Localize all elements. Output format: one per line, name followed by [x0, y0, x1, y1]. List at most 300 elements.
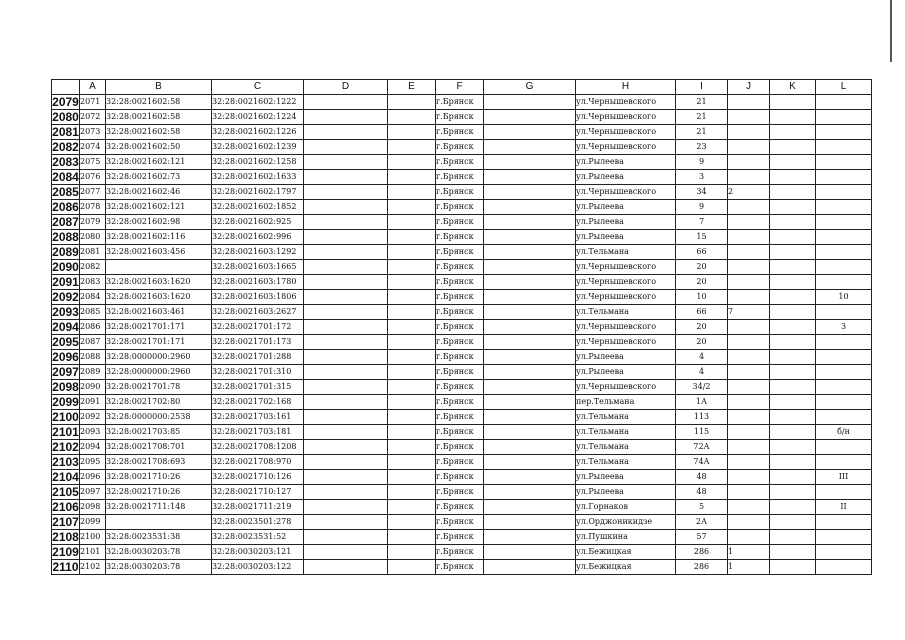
cell-e[interactable] — [388, 560, 436, 575]
row-number[interactable]: 2088 — [52, 230, 79, 244]
cell-f[interactable]: г.Брянск — [436, 290, 484, 305]
cell-f[interactable]: г.Брянск — [436, 245, 484, 260]
cell-a[interactable]: 2075 — [80, 155, 106, 170]
cell-l[interactable] — [816, 515, 872, 530]
cell-h[interactable]: ул.Чернышевского — [576, 380, 676, 395]
cell-h[interactable]: ул.Горнаков — [576, 500, 676, 515]
cell-g[interactable] — [484, 290, 576, 305]
cell-i[interactable]: 23 — [676, 140, 728, 155]
cell-j[interactable] — [728, 260, 770, 275]
cell-h[interactable]: ул.Рылеева — [576, 365, 676, 380]
row-number[interactable]: 2095 — [52, 335, 79, 349]
cell-i[interactable]: 72А — [676, 440, 728, 455]
cell-c[interactable]: 32:28:0021602:925 — [212, 215, 304, 230]
cell-i[interactable]: 7 — [676, 215, 728, 230]
cell-i[interactable]: 20 — [676, 320, 728, 335]
cell-b[interactable]: 32:28:0021602:73 — [106, 170, 212, 185]
cell-h[interactable]: ул.Рылеева — [576, 485, 676, 500]
cell-h[interactable]: ул.Рылеева — [576, 155, 676, 170]
cell-e[interactable] — [388, 140, 436, 155]
cell-k[interactable] — [770, 545, 816, 560]
cell-i[interactable]: 3 — [676, 170, 728, 185]
cell-i[interactable]: 4 — [676, 365, 728, 380]
cell-c[interactable]: 32:28:0023531:52 — [212, 530, 304, 545]
cell-h[interactable]: ул.Рылеева — [576, 200, 676, 215]
cell-a[interactable]: 2093 — [80, 425, 106, 440]
row-number[interactable]: 2086 — [52, 200, 79, 214]
cell-j[interactable]: 1 — [728, 545, 770, 560]
cell-g[interactable] — [484, 215, 576, 230]
cell-j[interactable]: 2 — [728, 185, 770, 200]
cell-b[interactable]: 32:28:0021701:78 — [106, 380, 212, 395]
cell-e[interactable] — [388, 455, 436, 470]
cell-c[interactable]: 32:28:0021703:161 — [212, 410, 304, 425]
cell-c[interactable]: 32:28:0021602:1797 — [212, 185, 304, 200]
cell-k[interactable] — [770, 515, 816, 530]
cell-a[interactable]: 2097 — [80, 485, 106, 500]
cell-c[interactable]: 32:28:0021602:1226 — [212, 125, 304, 140]
cell-a[interactable]: 2089 — [80, 365, 106, 380]
cell-f[interactable]: г.Брянск — [436, 410, 484, 425]
cell-h[interactable]: ул.Бежицкая — [576, 560, 676, 575]
cell-g[interactable] — [484, 380, 576, 395]
cell-e[interactable] — [388, 110, 436, 125]
cell-k[interactable] — [770, 380, 816, 395]
cell-h[interactable]: ул.Рылеева — [576, 215, 676, 230]
cell-a[interactable]: 2101 — [80, 545, 106, 560]
cell-g[interactable] — [484, 530, 576, 545]
column-header-l[interactable]: L — [816, 80, 872, 95]
cell-g[interactable] — [484, 440, 576, 455]
cell-b[interactable]: 32:28:0021602:121 — [106, 155, 212, 170]
cell-b[interactable]: 32:28:0021602:58 — [106, 125, 212, 140]
cell-b[interactable] — [106, 515, 212, 530]
cell-a[interactable]: 2077 — [80, 185, 106, 200]
cell-d[interactable] — [304, 170, 388, 185]
cell-h[interactable]: ул.Чернышевского — [576, 185, 676, 200]
cell-l[interactable] — [816, 545, 872, 560]
cell-g[interactable] — [484, 500, 576, 515]
column-header-a[interactable]: A — [80, 80, 106, 95]
cell-k[interactable] — [770, 230, 816, 245]
row-number[interactable]: 2083 — [52, 155, 79, 169]
cell-l[interactable] — [816, 260, 872, 275]
cell-i[interactable]: 20 — [676, 335, 728, 350]
cell-k[interactable] — [770, 485, 816, 500]
cell-l[interactable]: II — [816, 500, 872, 515]
cell-f[interactable]: г.Брянск — [436, 425, 484, 440]
row-number[interactable]: 2099 — [52, 395, 79, 409]
cell-b[interactable]: 32:28:0021602:50 — [106, 140, 212, 155]
cell-j[interactable] — [728, 485, 770, 500]
cell-h[interactable]: ул.Рылеева — [576, 230, 676, 245]
cell-a[interactable]: 2079 — [80, 215, 106, 230]
cell-l[interactable] — [816, 485, 872, 500]
cell-f[interactable]: г.Брянск — [436, 500, 484, 515]
cell-e[interactable] — [388, 440, 436, 455]
cell-a[interactable]: 2092 — [80, 410, 106, 425]
row-number[interactable]: 2096 — [52, 350, 79, 364]
column-header-h[interactable]: H — [576, 80, 676, 95]
cell-l[interactable] — [816, 440, 872, 455]
column-header-b[interactable]: B — [106, 80, 212, 95]
cell-j[interactable]: 7 — [728, 305, 770, 320]
cell-g[interactable] — [484, 485, 576, 500]
cell-e[interactable] — [388, 350, 436, 365]
cell-a[interactable]: 2096 — [80, 470, 106, 485]
cell-h[interactable]: пер.Тельмана — [576, 395, 676, 410]
cell-f[interactable]: г.Брянск — [436, 395, 484, 410]
cell-g[interactable] — [484, 125, 576, 140]
cell-f[interactable]: г.Брянск — [436, 200, 484, 215]
cell-l[interactable] — [816, 140, 872, 155]
cell-c[interactable]: 32:28:0021602:1258 — [212, 155, 304, 170]
cell-e[interactable] — [388, 410, 436, 425]
cell-i[interactable]: 15 — [676, 230, 728, 245]
cell-h[interactable]: ул.Чернышевского — [576, 140, 676, 155]
cell-d[interactable] — [304, 410, 388, 425]
cell-e[interactable] — [388, 500, 436, 515]
corner-header[interactable] — [52, 80, 80, 95]
cell-k[interactable] — [770, 470, 816, 485]
row-number[interactable]: 2101 — [52, 425, 79, 439]
cell-a[interactable]: 2087 — [80, 335, 106, 350]
cell-f[interactable]: г.Брянск — [436, 305, 484, 320]
cell-l[interactable] — [816, 185, 872, 200]
cell-f[interactable]: г.Брянск — [436, 485, 484, 500]
cell-g[interactable] — [484, 515, 576, 530]
cell-j[interactable] — [728, 155, 770, 170]
row-number[interactable]: 2090 — [52, 260, 79, 274]
cell-a[interactable]: 2071 — [80, 95, 106, 110]
cell-d[interactable] — [304, 335, 388, 350]
cell-a[interactable]: 2072 — [80, 110, 106, 125]
cell-a[interactable]: 2081 — [80, 245, 106, 260]
cell-d[interactable] — [304, 140, 388, 155]
cell-b[interactable]: 32:28:0000000:2960 — [106, 365, 212, 380]
cell-k[interactable] — [770, 410, 816, 425]
cell-i[interactable]: 48 — [676, 485, 728, 500]
cell-f[interactable]: г.Брянск — [436, 230, 484, 245]
cell-l[interactable]: III — [816, 470, 872, 485]
cell-k[interactable] — [770, 155, 816, 170]
cell-h[interactable]: ул.Тельмана — [576, 440, 676, 455]
cell-i[interactable]: 48 — [676, 470, 728, 485]
cell-g[interactable] — [484, 95, 576, 110]
cell-f[interactable]: г.Брянск — [436, 515, 484, 530]
cell-c[interactable]: 32:28:0021708:1208 — [212, 440, 304, 455]
cell-d[interactable] — [304, 560, 388, 575]
cell-e[interactable] — [388, 470, 436, 485]
cell-c[interactable]: 32:28:0021603:1780 — [212, 275, 304, 290]
cell-j[interactable] — [728, 125, 770, 140]
cell-d[interactable] — [304, 320, 388, 335]
cell-l[interactable] — [816, 395, 872, 410]
row-number[interactable]: 2110 — [52, 560, 79, 574]
cell-b[interactable]: 32:28:0021702:80 — [106, 395, 212, 410]
cell-j[interactable] — [728, 395, 770, 410]
cell-j[interactable] — [728, 95, 770, 110]
cell-a[interactable]: 2094 — [80, 440, 106, 455]
cell-j[interactable] — [728, 350, 770, 365]
cell-d[interactable] — [304, 110, 388, 125]
cell-d[interactable] — [304, 245, 388, 260]
cell-l[interactable]: б/н — [816, 425, 872, 440]
cell-b[interactable]: 32:28:0021710:26 — [106, 470, 212, 485]
cell-j[interactable]: 1 — [728, 560, 770, 575]
row-number[interactable]: 2106 — [52, 500, 79, 514]
cell-k[interactable] — [770, 350, 816, 365]
cell-j[interactable] — [728, 455, 770, 470]
cell-l[interactable] — [816, 230, 872, 245]
row-number[interactable]: 2107 — [52, 515, 79, 529]
cell-e[interactable] — [388, 200, 436, 215]
cell-f[interactable]: г.Брянск — [436, 335, 484, 350]
cell-a[interactable]: 2090 — [80, 380, 106, 395]
cell-j[interactable] — [728, 440, 770, 455]
cell-j[interactable] — [728, 515, 770, 530]
cell-d[interactable] — [304, 545, 388, 560]
cell-c[interactable]: 32:28:0021602:1633 — [212, 170, 304, 185]
cell-j[interactable] — [728, 410, 770, 425]
cell-l[interactable] — [816, 95, 872, 110]
cell-f[interactable]: г.Брянск — [436, 110, 484, 125]
cell-b[interactable]: 32:28:0021602:116 — [106, 230, 212, 245]
cell-f[interactable]: г.Брянск — [436, 125, 484, 140]
cell-e[interactable] — [388, 485, 436, 500]
row-number[interactable]: 2093 — [52, 305, 79, 319]
cell-g[interactable] — [484, 110, 576, 125]
cell-a[interactable]: 2098 — [80, 500, 106, 515]
cell-l[interactable] — [816, 110, 872, 125]
row-number[interactable]: 2087 — [52, 215, 79, 229]
cell-l[interactable] — [816, 350, 872, 365]
cell-c[interactable]: 32:28:0021701:315 — [212, 380, 304, 395]
cell-i[interactable]: 2А — [676, 515, 728, 530]
cell-i[interactable]: 34 — [676, 185, 728, 200]
cell-i[interactable]: 5 — [676, 500, 728, 515]
cell-i[interactable]: 74А — [676, 455, 728, 470]
cell-g[interactable] — [484, 230, 576, 245]
cell-e[interactable] — [388, 230, 436, 245]
cell-i[interactable]: 9 — [676, 155, 728, 170]
cell-f[interactable]: г.Брянск — [436, 380, 484, 395]
cell-j[interactable] — [728, 380, 770, 395]
cell-f[interactable]: г.Брянск — [436, 440, 484, 455]
cell-a[interactable]: 2076 — [80, 170, 106, 185]
cell-c[interactable]: 32:28:0021701:173 — [212, 335, 304, 350]
cell-k[interactable] — [770, 320, 816, 335]
column-header-f[interactable]: F — [436, 80, 484, 95]
cell-k[interactable] — [770, 395, 816, 410]
cell-j[interactable] — [728, 500, 770, 515]
row-number[interactable]: 2105 — [52, 485, 79, 499]
cell-c[interactable]: 32:28:0021603:2627 — [212, 305, 304, 320]
cell-i[interactable]: 21 — [676, 125, 728, 140]
cell-c[interactable]: 32:28:0021603:1292 — [212, 245, 304, 260]
cell-i[interactable]: 10 — [676, 290, 728, 305]
cell-l[interactable] — [816, 275, 872, 290]
cell-c[interactable]: 32:28:0021602:996 — [212, 230, 304, 245]
cell-a[interactable]: 2095 — [80, 455, 106, 470]
cell-a[interactable]: 2074 — [80, 140, 106, 155]
cell-g[interactable] — [484, 305, 576, 320]
cell-b[interactable]: 32:28:0021602:46 — [106, 185, 212, 200]
cell-c[interactable]: 32:28:0021603:1806 — [212, 290, 304, 305]
cell-g[interactable] — [484, 470, 576, 485]
cell-b[interactable]: 32:28:0021602:98 — [106, 215, 212, 230]
cell-l[interactable]: 3 — [816, 320, 872, 335]
cell-k[interactable] — [770, 275, 816, 290]
cell-i[interactable]: 66 — [676, 305, 728, 320]
cell-e[interactable] — [388, 515, 436, 530]
cell-f[interactable]: г.Брянск — [436, 140, 484, 155]
cell-g[interactable] — [484, 365, 576, 380]
row-number[interactable]: 2092 — [52, 290, 79, 304]
cell-f[interactable]: г.Брянск — [436, 455, 484, 470]
cell-d[interactable] — [304, 500, 388, 515]
cell-i[interactable]: 4 — [676, 350, 728, 365]
cell-h[interactable]: ул.Чернышевского — [576, 335, 676, 350]
cell-d[interactable] — [304, 155, 388, 170]
cell-l[interactable] — [816, 125, 872, 140]
cell-b[interactable]: 32:28:0023531:38 — [106, 530, 212, 545]
cell-f[interactable]: г.Брянск — [436, 185, 484, 200]
cell-b[interactable]: 32:28:0021710:26 — [106, 485, 212, 500]
cell-g[interactable] — [484, 185, 576, 200]
column-header-k[interactable]: K — [770, 80, 816, 95]
row-number[interactable]: 2091 — [52, 275, 79, 289]
cell-b[interactable]: 32:28:0000000:2960 — [106, 350, 212, 365]
cell-k[interactable] — [770, 425, 816, 440]
cell-d[interactable] — [304, 305, 388, 320]
cell-e[interactable] — [388, 215, 436, 230]
cell-b[interactable]: 32:28:0021701:171 — [106, 320, 212, 335]
cell-c[interactable]: 32:28:0021710:126 — [212, 470, 304, 485]
cell-i[interactable]: 20 — [676, 275, 728, 290]
cell-l[interactable] — [816, 410, 872, 425]
cell-g[interactable] — [484, 350, 576, 365]
row-number[interactable]: 2094 — [52, 320, 79, 334]
cell-d[interactable] — [304, 455, 388, 470]
cell-e[interactable] — [388, 305, 436, 320]
row-number[interactable]: 2098 — [52, 380, 79, 394]
cell-k[interactable] — [770, 245, 816, 260]
cell-k[interactable] — [770, 500, 816, 515]
cell-a[interactable]: 2073 — [80, 125, 106, 140]
cell-d[interactable] — [304, 125, 388, 140]
cell-h[interactable]: ул.Рылеева — [576, 470, 676, 485]
cell-j[interactable] — [728, 275, 770, 290]
row-number[interactable]: 2089 — [52, 245, 79, 259]
column-header-g[interactable]: G — [484, 80, 576, 95]
cell-e[interactable] — [388, 365, 436, 380]
cell-b[interactable]: 32:28:0021708:701 — [106, 440, 212, 455]
cell-k[interactable] — [770, 110, 816, 125]
cell-i[interactable]: 286 — [676, 560, 728, 575]
cell-c[interactable]: 32:28:0021711:219 — [212, 500, 304, 515]
cell-e[interactable] — [388, 125, 436, 140]
cell-b[interactable]: 32:28:0030203:78 — [106, 560, 212, 575]
cell-h[interactable]: ул.Чернышевского — [576, 110, 676, 125]
cell-a[interactable]: 2085 — [80, 305, 106, 320]
cell-e[interactable] — [388, 170, 436, 185]
cell-b[interactable]: 32:28:0021603:456 — [106, 245, 212, 260]
cell-d[interactable] — [304, 275, 388, 290]
cell-j[interactable] — [728, 230, 770, 245]
row-number[interactable]: 2085 — [52, 185, 79, 199]
cell-g[interactable] — [484, 155, 576, 170]
row-number[interactable]: 2080 — [52, 110, 79, 124]
cell-d[interactable] — [304, 260, 388, 275]
cell-d[interactable] — [304, 530, 388, 545]
cell-d[interactable] — [304, 230, 388, 245]
cell-c[interactable]: 32:28:0030203:122 — [212, 560, 304, 575]
row-number[interactable]: 2082 — [52, 140, 79, 154]
cell-b[interactable]: 32:28:0021603:461 — [106, 305, 212, 320]
cell-a[interactable]: 2091 — [80, 395, 106, 410]
cell-b[interactable]: 32:28:0021703:85 — [106, 425, 212, 440]
row-number[interactable]: 2104 — [52, 470, 79, 484]
cell-h[interactable]: ул.Тельмана — [576, 245, 676, 260]
cell-f[interactable]: г.Брянск — [436, 275, 484, 290]
cell-g[interactable] — [484, 245, 576, 260]
cell-d[interactable] — [304, 425, 388, 440]
cell-f[interactable]: г.Брянск — [436, 365, 484, 380]
column-header-d[interactable]: D — [304, 80, 388, 95]
row-number[interactable]: 2103 — [52, 455, 79, 469]
cell-d[interactable] — [304, 215, 388, 230]
cell-e[interactable] — [388, 290, 436, 305]
cell-a[interactable]: 2102 — [80, 560, 106, 575]
cell-c[interactable]: 32:28:0021701:288 — [212, 350, 304, 365]
cell-i[interactable]: 113 — [676, 410, 728, 425]
cell-h[interactable]: ул.Чернышевского — [576, 260, 676, 275]
cell-j[interactable] — [728, 425, 770, 440]
cell-b[interactable]: 32:28:0030203:78 — [106, 545, 212, 560]
cell-l[interactable] — [816, 215, 872, 230]
cell-g[interactable] — [484, 395, 576, 410]
cell-k[interactable] — [770, 140, 816, 155]
cell-i[interactable]: 21 — [676, 95, 728, 110]
cell-a[interactable]: 2080 — [80, 230, 106, 245]
cell-e[interactable] — [388, 245, 436, 260]
cell-j[interactable] — [728, 110, 770, 125]
cell-c[interactable]: 32:28:0021710:127 — [212, 485, 304, 500]
cell-d[interactable] — [304, 395, 388, 410]
row-number[interactable]: 2100 — [52, 410, 79, 424]
row-number[interactable]: 2102 — [52, 440, 79, 454]
cell-g[interactable] — [484, 170, 576, 185]
cell-c[interactable]: 32:28:0021701:172 — [212, 320, 304, 335]
cell-f[interactable]: г.Брянск — [436, 155, 484, 170]
cell-c[interactable]: 32:28:0021602:1222 — [212, 95, 304, 110]
cell-g[interactable] — [484, 410, 576, 425]
cell-c[interactable]: 32:28:0021703:181 — [212, 425, 304, 440]
cell-k[interactable] — [770, 365, 816, 380]
cell-h[interactable]: ул.Тельмана — [576, 455, 676, 470]
cell-c[interactable]: 32:28:0021602:1239 — [212, 140, 304, 155]
cell-g[interactable] — [484, 545, 576, 560]
cell-e[interactable] — [388, 95, 436, 110]
cell-f[interactable]: г.Брянск — [436, 560, 484, 575]
cell-i[interactable]: 1А — [676, 395, 728, 410]
cell-e[interactable] — [388, 320, 436, 335]
cell-j[interactable] — [728, 470, 770, 485]
cell-a[interactable]: 2082 — [80, 260, 106, 275]
cell-d[interactable] — [304, 365, 388, 380]
cell-k[interactable] — [770, 455, 816, 470]
